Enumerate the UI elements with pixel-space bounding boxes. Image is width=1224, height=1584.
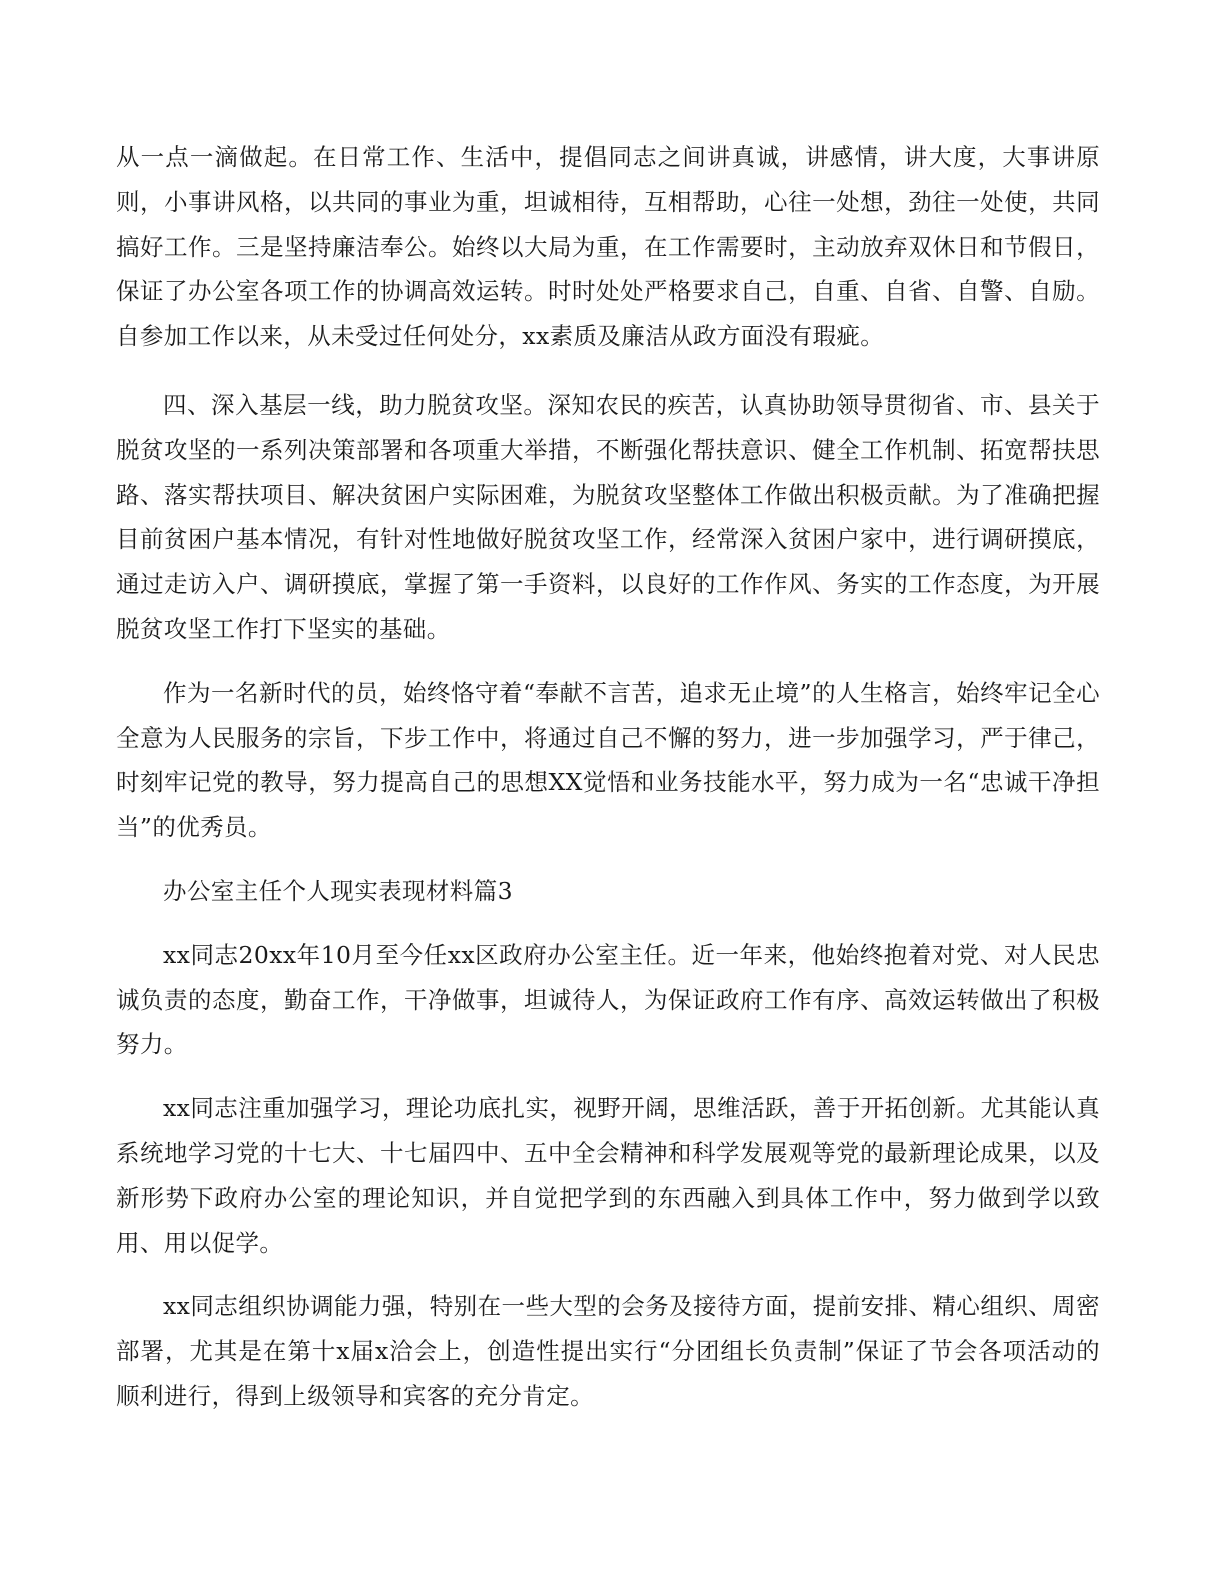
paragraph-introduction: xx同志20xx年10月至今任xx区政府办公室主任。近一年来，他始终抱着对党、对人民忠诚负责的态度，勤奋工作，干净做事，坦诚待人，为保证政府工作有序、高效运转做出了积极努力。 [116,940,1100,1059]
paragraph-poverty-alleviation: 四、深入基层一线，助力脱贫攻坚。深知农民的疾苦，认真协助领导贯彻省、市、县关于脱贫攻坚的一系列决策部署和各项重大举措，不断强化帮扶意识、健全工作机制、拓宽帮扶思路、落实帮扶项目、解决贫困户实际困难，为脱贫攻坚整体工作做出积极贡献。为了准确把握目前贫困户基本情况，有针对性地做好脱贫攻坚工作，经常深入贫困户家中，进行调研摸底，通过走访入户、调研摸底，掌握了第一手资料，以良好的工作作风、务实的工作态度，为开展脱贫攻坚工作打下坚实的基础。 [116,390,1100,643]
paragraph-conclusion: 作为一名新时代的员，始终恪守着“奉献不言苦，追求无止境”的人生格言，始终牢记全心全意为人民服务的宗旨，下步工作中，将通过自己不懈的努力，进一步加强学习，严于律己，时刻牢记党的教导，努力提高自己的思想XX觉悟和业务技能水平，努力成为一名“忠诚干净担当”的优秀员。 [116,678,1100,842]
document-body [116,135,1100,1419]
paragraph-integrity: 从一点一滴做起。在日常工作、生活中，提倡同志之间讲真诚，讲感情，讲大度，大事讲原则，小事讲风格，以共同的事业为重，坦诚相待，互相帮助，心往一处想，劲往一处使，共同搞好工作。三是坚持廉洁奉公。始终以大局为重，在工作需要时，主动放弃双休日和节假日，保证了办公室各项工作的协调高效运转。时时处处严格要求自己，自重、自省、自警、自励。自参加工作以来，从未受过任何处分，xx素质及廉洁从政方面没有瑕疵。 [116,143,1100,351]
paragraph-study: xx同志注重加强学习，理论功底扎实，视野开阔，思维活跃，善于开拓创新。尤其能认真系统地学习党的十七大、十七届四中、五中全会精神和科学发展观等党的最新理论成果，以及新形势下政府办公室的理论知识，并自觉把学到的东西融入到具体工作中，努力做到学以致用、用以促学。 [116,1094,1100,1257]
section-heading: 办公室主任个人现实表现材料篇3 [163,876,513,905]
paragraph-coordination: xx同志组织协调能力强，特别在一些大型的会务及接待方面，提前安排、精心组织、周密部署，尤其是在第十x届x洽会上，创造性提出实行“分团组长负责制”保证了节会各项活动的顺利进行，得到上级领导和宾客的充分肯定。 [116,1292,1100,1410]
